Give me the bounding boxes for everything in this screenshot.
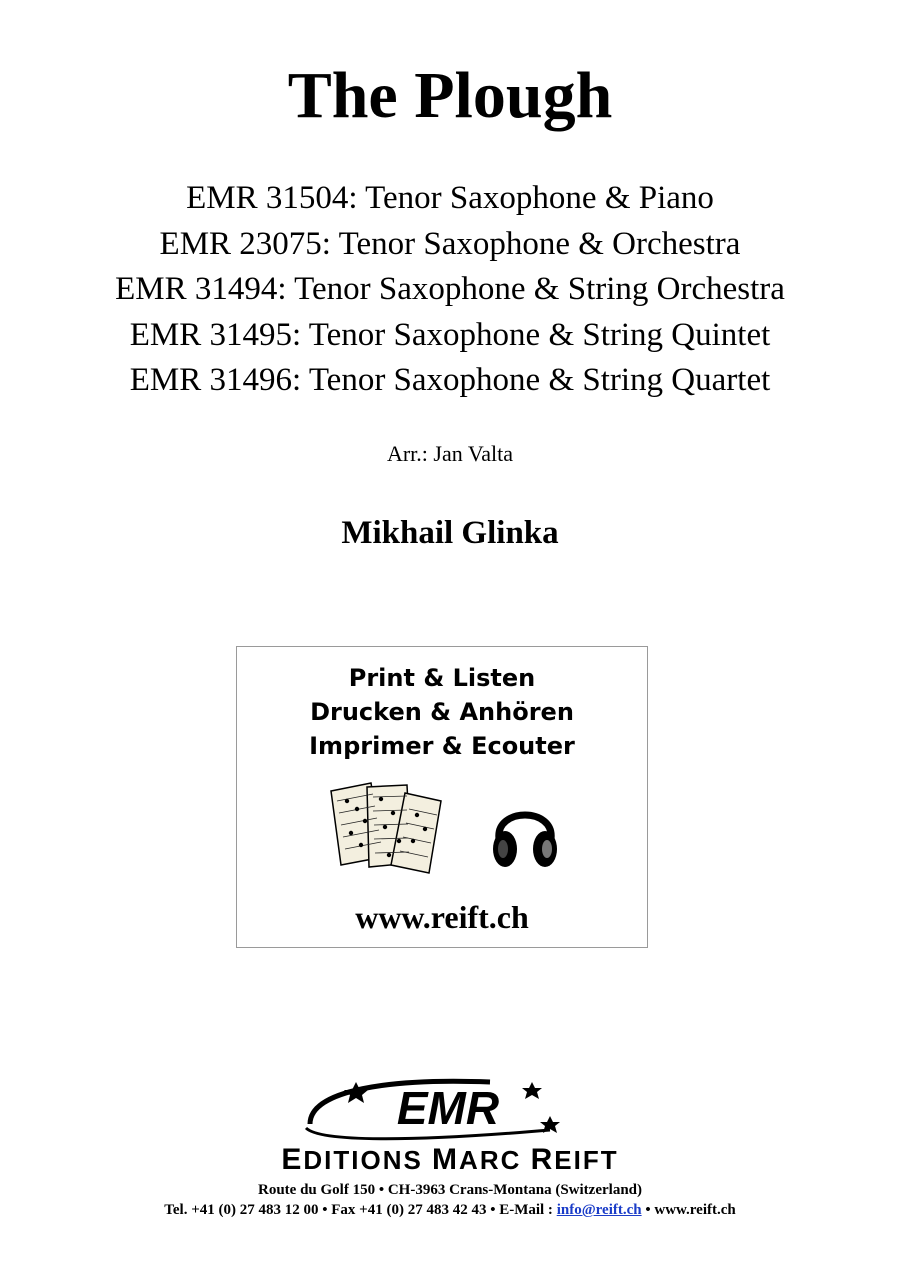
score-title: The Plough bbox=[287, 59, 613, 132]
headphones-icon bbox=[489, 795, 561, 871]
emr-logo bbox=[300, 1076, 580, 1146]
edition-item: EMR 31504: Tenor Saxophone & Piano bbox=[186, 180, 714, 216]
edition-item: EMR 31494: Tenor Saxophone & String Orchestra bbox=[115, 271, 785, 307]
edition-item: EMR 31495: Tenor Saxophone & String Quintet bbox=[129, 316, 771, 353]
edition-list bbox=[0, 176, 900, 404]
arranger-credit: Arr.: Jan Valta bbox=[386, 441, 514, 466]
sheet-music-icon bbox=[329, 779, 457, 875]
promo-line-de: Drucken & Anhören bbox=[310, 698, 574, 726]
publisher-contact bbox=[0, 1200, 900, 1220]
publisher-address: Route du Golf 150 • CH-3963 Crans-Montana (Switzerland) bbox=[258, 1182, 642, 1198]
tel-fax: Tel. +41 (0) 27 483 12 00 • Fax +41 (0) 27 483 42 43 • E-Mail : bbox=[164, 1202, 557, 1218]
logo-text: EMR bbox=[396, 1082, 500, 1134]
promo-website[interactable]: www.reift.ch bbox=[355, 899, 529, 935]
promo-line-fr: Imprimer & Ecouter bbox=[309, 732, 575, 760]
publisher-name: EDITIONS MARC REIFT bbox=[281, 1143, 619, 1176]
print-listen-box bbox=[236, 646, 648, 948]
promo-line-en: Print & Listen bbox=[348, 664, 536, 692]
email-link[interactable]: info@reift.ch bbox=[556, 1202, 642, 1218]
edition-item: EMR 23075: Tenor Saxophone & Orchestra bbox=[159, 225, 741, 262]
composer-name: Mikhail Glinka bbox=[341, 515, 559, 551]
edition-item: EMR 31496: Tenor Saxophone & String Quartet bbox=[129, 362, 771, 398]
promo-text bbox=[237, 661, 647, 763]
website-text: • www.reift.ch bbox=[641, 1202, 736, 1218]
